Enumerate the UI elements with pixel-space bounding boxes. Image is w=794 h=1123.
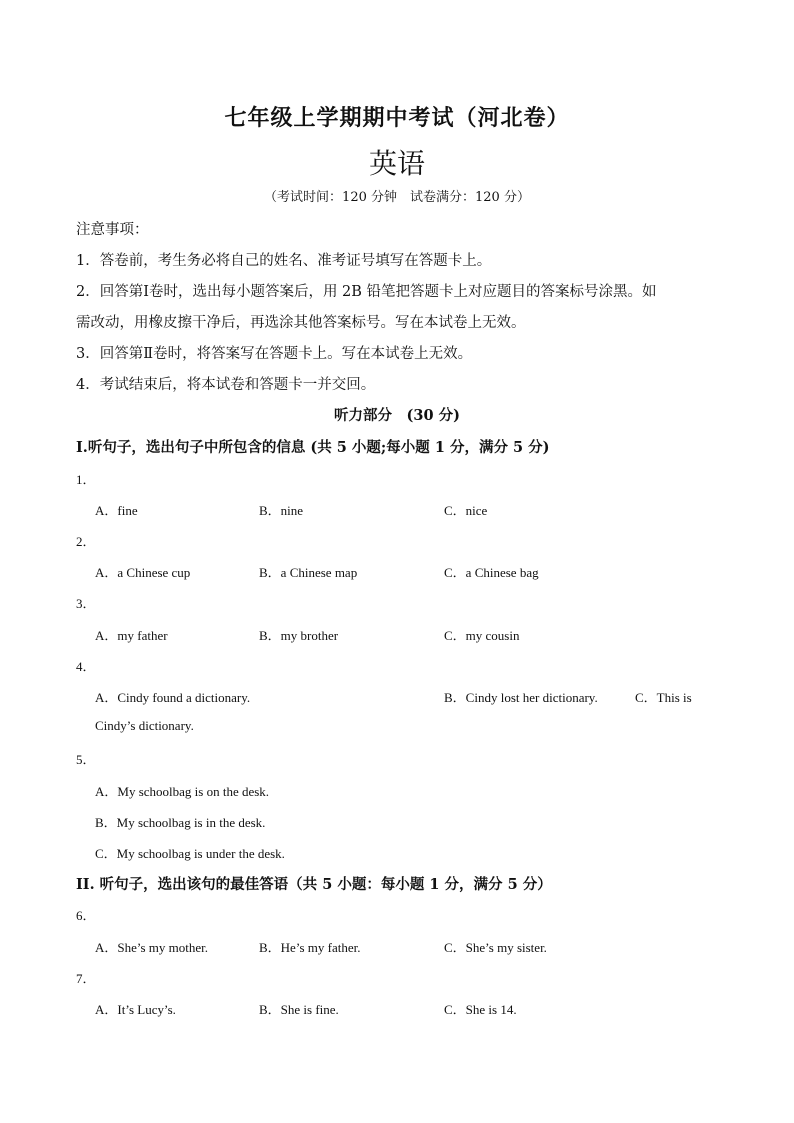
option-a: A．a Chinese cup	[95, 565, 191, 580]
question-number: 2．	[76, 534, 96, 549]
option-c-continued: Cindy’s dictionary.	[95, 718, 194, 733]
exam-subject: 英语	[368, 147, 425, 180]
option-b: B．my brother	[259, 628, 339, 643]
option-c: C．She’s my sister.	[444, 940, 547, 955]
exam-meta: （考试时间：120 分钟 试卷满分：120 分）	[264, 190, 530, 205]
option-a: A．She’s my mother.	[95, 940, 209, 955]
option-c: C．She is 14.	[444, 1002, 517, 1017]
question-number: 3．	[76, 596, 96, 611]
note-2-line-2: 需改动，用橡皮擦干净后，再选涂其他答案标号。写在本试卷上无效。	[76, 315, 526, 331]
option-a: A．It’s Lucy’s.	[95, 1002, 176, 1017]
option-b: B．nine	[259, 503, 304, 518]
question-number: 6．	[76, 908, 96, 923]
option-c: C．my cousin	[444, 628, 520, 643]
option-c: C．a Chinese bag	[444, 565, 539, 580]
option-a: A．My schoolbag is on the desk.	[95, 784, 270, 799]
note-2-line-1: 2．回答第Ⅰ卷时，选出每小题答案后，用 2B 铅笔把答题卡上对应题目的答案标号涂黑。如	[76, 284, 657, 300]
option-c: C．nice	[444, 503, 488, 518]
question-number: 7．	[76, 971, 96, 986]
notes-heading: 注意事项：	[76, 222, 149, 238]
option-a: A．my father	[95, 628, 168, 643]
listening-heading: 听力部分 (30 分)	[334, 407, 460, 424]
part-2-heading: II. 听句子，选出该句的最佳答语（共 5 小题：每小题 1 分，满分 5 分）	[76, 876, 552, 893]
option-b: B．She is fine.	[259, 1002, 339, 1017]
note-1: 1．答卷前，考生务必将自己的姓名、准考证号填写在答题卡上。	[76, 253, 492, 269]
option-b: B．a Chinese map	[259, 565, 358, 580]
question-number: 4．	[76, 659, 96, 674]
option-c: C．This is	[635, 690, 692, 705]
exam-title: 七年级上学期期中考试（河北卷）	[224, 105, 570, 131]
option-b: B．He’s my father.	[259, 940, 361, 955]
option-b: B．My schoolbag is in the desk.	[95, 815, 266, 830]
note-4: 4．考试结束后，将本试卷和答题卡一并交回。	[76, 377, 376, 393]
option-a: A．Cindy found a dictionary.	[95, 690, 251, 705]
option-a: A．fine	[95, 503, 138, 518]
question-number: 5．	[76, 752, 96, 767]
option-b: B．Cindy lost her dictionary.	[444, 690, 598, 705]
part-1-heading: I.听句子，选出句子中所包含的信息 (共 5 小题;每小题 1 分，满分 5 分)	[76, 439, 550, 456]
question-number: 1．	[76, 472, 96, 487]
option-c: C．My schoolbag is under the desk.	[95, 846, 285, 861]
note-3: 3．回答第Ⅱ卷时，将答案写在答题卡上。写在本试卷上无效。	[76, 346, 473, 362]
